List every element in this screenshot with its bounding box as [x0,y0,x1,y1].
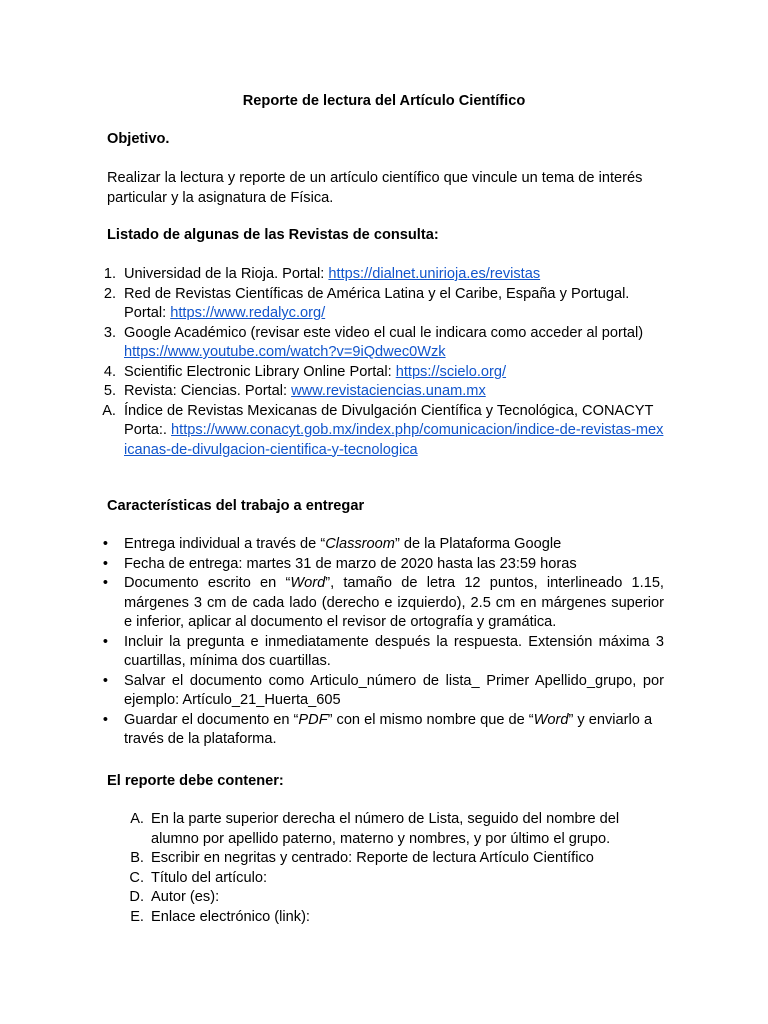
report-list [124,810,644,927]
bullet-icon: • [102,555,108,572]
list-item: 5. Revista: Ciencias. Portal: www.revistaciencias.unam.mx [103,383,486,399]
bullet-icon: • [102,536,108,552]
page-title: Reporte de lectura del Artículo Científico [242,93,526,109]
list-item: D. Autor (es): [129,889,220,905]
journal-link[interactable]: https://scielo.org/ [395,363,507,380]
bullet-icon: • [102,633,108,650]
list-item: C. Título del artículo: [129,869,267,886]
list-item: 3. Google Académico (revisar este video el cual le indicara como acceder al portal) https://www.youtube.com/watch?v=9iQdwec0Wzk [103,324,644,360]
bullet-icon: • [102,575,108,591]
bullet-icon: • [102,711,108,728]
list-item: • Salvar el documento como Articulo_número de lista_ Primer Apellido_grupo, por ejemplo: Artículo_21_Huerta_605 [98,672,664,711]
list-item: 1. Universidad de la Rioja. Portal: https://dialnet.unirioja.es/revistas [103,266,541,282]
objective-text: Realizar la lectura y reporte de un artículo científico que vincule un tema de interés particular y la asignatura de Física. [107,170,643,206]
list-item: E. Enlace electrónico (link): [130,908,310,925]
list-item: • Entrega individual a través de “Classroom” de la Plataforma Google [98,535,664,555]
journal-link[interactable]: https://www.conacyt.gob.mx/index.php/comunicacion/indice-de-revistas-mexicanas-de-divulgacion-cientifica-y-tecnologica [124,422,664,458]
characteristics-heading: Características del trabajo a entregar [107,498,365,514]
journals-heading: Listado de algunas de las Revistas de consulta: [107,227,439,243]
objective-heading: Objetivo. [107,131,170,147]
bullet-icon: • [102,672,108,689]
report-heading: El reporte debe contener: [107,773,284,789]
journal-link[interactable]: https://www.youtube.com/watch?v=9iQdwec0Wzk [124,344,446,360]
journal-link[interactable]: www.revistaciencias.unam.mx [291,383,486,399]
journal-link[interactable]: https://dialnet.unirioja.es/revistas [328,266,541,282]
list-item: A. Índice de Revistas Mexicanas de Divulgación Científica y Tecnológica, CONACYT Porta:. https://www.conacyt.gob.mx/index.php/comunicacion/indice-de-revistas-mexicanas-de-divulgacion-cientifica-y-tecnologica [102,402,664,458]
list-item: A. En la parte superior derecha el número de Lista, seguido del nombre del alumno por apellido paterno, materno y nombres, y por último el grupo. [130,811,620,847]
characteristics-list [98,535,664,750]
list-item: B. Escribir en negritas y centrado: Reporte de lectura Artículo Científico [130,850,594,866]
list-item: • Documento escrito en “Word”, tamaño de letra 12 puntos, interlineado 1.15, márgenes 3 cm de cada lado (derecho e izquierdo), 2.5 cm en márgenes superior e inferior, aplicar al documento el revisor de ortografía y gramática. [98,574,664,633]
list-item: • Fecha de entrega: martes 31 de marzo de 2020 hasta las 23:59 horas [98,555,664,575]
journals-list [98,265,668,460]
list-item: 4. Scientific Electronic Library Online Portal: https://scielo.org/ [103,363,507,380]
journal-link[interactable]: https://www.redalyc.org/ [170,305,326,321]
list-item: • Guardar el documento en “PDF” con el mismo nombre que de “Word” y enviarlo a través de la plataforma. [98,711,664,750]
list-item: • Incluir la pregunta e inmediatamente después la respuesta. Extensión máxima 3 cuartillas, mínima dos cuartillas. [98,633,664,672]
list-item: 2. Red de Revistas Científicas de América Latina y el Caribe, España y Portugal. Portal: https://www.redalyc.org/ [103,285,630,321]
